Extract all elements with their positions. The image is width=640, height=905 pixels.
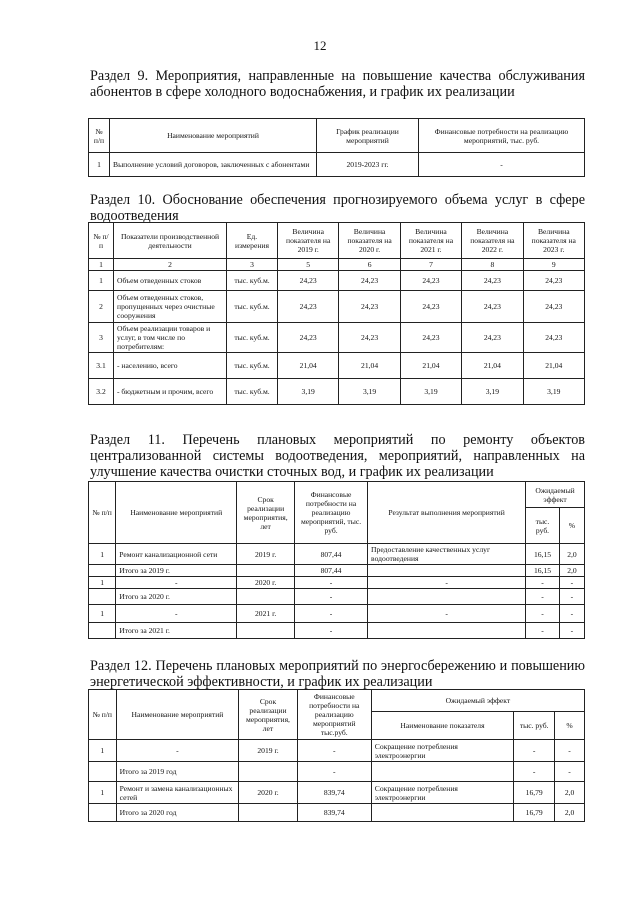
table-row	[89, 379, 585, 405]
table-cell: Итого за 2020 год	[116, 804, 239, 822]
table-cell: Выполнение условий договоров, заключенных с абонентами	[110, 153, 317, 177]
table-cell: 24,23	[278, 271, 339, 291]
table-cell	[239, 762, 298, 782]
table-row	[89, 782, 585, 804]
table-cell: -	[514, 762, 555, 782]
header-cell: Величина показателя на 2021 г.	[400, 223, 461, 259]
table-cell: 2,0	[555, 782, 585, 804]
header-cell: № п/п	[89, 690, 117, 740]
table-cell: 21,04	[278, 353, 339, 379]
table-cell: Предоставление качественных услуг водоотведения	[368, 544, 526, 565]
table-row	[89, 740, 585, 762]
table-cell: 24,23	[400, 291, 461, 323]
table-cell: 21,04	[523, 353, 584, 379]
table-row	[89, 577, 585, 589]
table-cell: 2019 г.	[237, 544, 295, 565]
table-cell: 2,0	[559, 544, 584, 565]
header-cell: № п/п	[89, 119, 110, 153]
header-cell: Показатели производственной деятельности	[114, 223, 227, 259]
section-12-heading: Раздел 12. Перечень плановых мероприятий по энергосбережению и повышению энергетической эффективности, и график их реализации	[90, 658, 585, 690]
table-cell: 1	[89, 577, 116, 589]
table-cell: 16,15	[526, 565, 560, 577]
table-cell: 2,0	[555, 804, 585, 822]
table-cell: 2019 г.	[239, 740, 298, 762]
table-cell: -	[555, 762, 585, 782]
header-cell: Наименование мероприятий	[116, 690, 239, 740]
table-cell: 24,23	[278, 291, 339, 323]
table-cell: -	[526, 589, 560, 605]
table-cell: -	[368, 605, 526, 623]
table-cell: -	[116, 577, 237, 589]
table-cell: 21,04	[339, 353, 400, 379]
table-cell	[368, 565, 526, 577]
header-cell: %	[555, 712, 585, 740]
table-cell	[368, 589, 526, 605]
table-cell: 16,79	[514, 782, 555, 804]
table-cell: Итого за 2020 г.	[116, 589, 237, 605]
header-cell: Наименование мероприятий	[116, 482, 237, 544]
header-cell: Величина показателя на 2019 г.	[278, 223, 339, 259]
table-cell: -	[295, 577, 368, 589]
header-cell: Величина показателя на 2022 г.	[462, 223, 523, 259]
section-11-table	[88, 481, 585, 639]
table-cell: 2020 г.	[237, 577, 295, 589]
table-cell: -	[419, 153, 585, 177]
header-cell: График реализации мероприятий	[317, 119, 419, 153]
table-cell: 24,23	[278, 323, 339, 353]
table-cell: Ремонт канализационной сети	[116, 544, 237, 565]
table-cell: 2021 г.	[237, 605, 295, 623]
table-cell: 24,23	[339, 291, 400, 323]
table-row	[89, 323, 585, 353]
table-cell	[371, 762, 514, 782]
table-cell: 16,79	[514, 804, 555, 822]
table-cell: 3,19	[339, 379, 400, 405]
header-cell: Финансовые потребности на реализацию мероприятий, тыс. руб.	[419, 119, 585, 153]
table-cell: - населению, всего	[114, 353, 227, 379]
table-cell: 21,04	[462, 353, 523, 379]
table-cell: Ремонт и замена канализационных сетей	[116, 782, 239, 804]
table-cell: -	[526, 623, 560, 639]
header-cell: тыс. руб.	[514, 712, 555, 740]
table-cell: -	[368, 577, 526, 589]
table-cell	[89, 565, 116, 577]
table-row	[89, 762, 585, 782]
header-cell: № п/п	[89, 482, 116, 544]
table-row	[89, 544, 585, 565]
column-number: 8	[462, 259, 523, 271]
column-number: 9	[523, 259, 584, 271]
column-number: 5	[278, 259, 339, 271]
table-cell	[239, 804, 298, 822]
table-cell: 24,23	[462, 291, 523, 323]
column-number-row	[89, 259, 585, 271]
table-cell: 24,23	[523, 291, 584, 323]
table-cell: 24,23	[339, 271, 400, 291]
table-cell: -	[297, 740, 371, 762]
table-cell: -	[526, 605, 560, 623]
table-cell: 807,44	[295, 565, 368, 577]
table-cell: -	[559, 589, 584, 605]
table-row	[89, 589, 585, 605]
section-11-heading: Раздел 11. Перечень плановых мероприятий по ремонту объектов централизованной системы водоотведения, мероприятий, направленных на улучшение качества очистки сточных вод, и график их реализации	[90, 432, 585, 480]
table-cell: 24,23	[400, 271, 461, 291]
table-cell: -	[526, 577, 560, 589]
table-cell: 1	[89, 271, 114, 291]
table-cell: - бюджетным и прочим, всего	[114, 379, 227, 405]
table-cell: 1	[89, 605, 116, 623]
header-cell: Срок реализации мероприятия, лет	[237, 482, 295, 544]
table-cell: тыс. куб.м.	[227, 353, 278, 379]
header-cell: Ожидаемый эффект	[371, 690, 584, 712]
table-cell: -	[295, 589, 368, 605]
page-number: 12	[313, 38, 327, 53]
column-number: 1	[89, 259, 114, 271]
header-cell: № п/п	[89, 223, 114, 259]
table-cell: -	[297, 762, 371, 782]
header-cell: Величина показателя на 2020 г.	[339, 223, 400, 259]
table-cell: -	[116, 740, 239, 762]
column-number: 3	[227, 259, 278, 271]
table-cell: 3,19	[523, 379, 584, 405]
header-cell: Финансовые потребности на реализацию мероприятий, тыс. руб.	[295, 482, 368, 544]
table-cell: 3	[89, 323, 114, 353]
table-cell: 24,23	[400, 323, 461, 353]
table-cell: 839,74	[297, 782, 371, 804]
section-9-table	[88, 118, 585, 177]
table-cell: 1	[89, 782, 117, 804]
table-row	[89, 353, 585, 379]
table-row	[89, 153, 585, 177]
header-cell: Ожидаемый эффект	[526, 482, 585, 508]
table-cell: -	[555, 740, 585, 762]
table-cell: 1	[89, 740, 117, 762]
header-cell: Финансовые потребности на реализацию мероприятий тыс.руб.	[297, 690, 371, 740]
table-cell: 807,44	[295, 544, 368, 565]
table-cell: 3.2	[89, 379, 114, 405]
section-9-heading: Раздел 9. Мероприятия, направленные на повышение качества обслуживания абонентов в сфере холодного водоснабжения, и график их реализации	[90, 68, 585, 100]
header-cell: Ед. измерения	[227, 223, 278, 259]
section-10-heading: Раздел 10. Обоснование обеспечения прогнозируемого объема услуг в сфере водоотведения	[90, 192, 585, 224]
table-cell: 2	[89, 291, 114, 323]
table-cell: Объем реализации товаров и услуг, в том числе по потребителям:	[114, 323, 227, 353]
table-cell: 3,19	[278, 379, 339, 405]
table-cell: 21,04	[400, 353, 461, 379]
table-row	[89, 565, 585, 577]
column-number: 7	[400, 259, 461, 271]
header-cell: Срок реализации мероприятия, лет	[239, 690, 298, 740]
table-cell: -	[559, 577, 584, 589]
table-cell: 16,15	[526, 544, 560, 565]
column-number: 6	[339, 259, 400, 271]
table-cell: 3,19	[400, 379, 461, 405]
header-cell: Величина показателя на 2023 г.	[523, 223, 584, 259]
table-row	[89, 804, 585, 822]
table-cell: 839,74	[297, 804, 371, 822]
table-cell	[237, 565, 295, 577]
column-number: 2	[114, 259, 227, 271]
table-cell: Итого за 2019 год	[116, 762, 239, 782]
table-cell	[371, 804, 514, 822]
table-cell	[89, 762, 117, 782]
table-cell: тыс. куб.м.	[227, 291, 278, 323]
table-cell: 24,23	[339, 323, 400, 353]
table-cell	[89, 623, 116, 639]
table-cell	[237, 589, 295, 605]
table-cell: 1	[89, 544, 116, 565]
header-cell: тыс. руб.	[526, 508, 560, 544]
table-cell: -	[559, 623, 584, 639]
table-cell	[89, 589, 116, 605]
table-cell: Объем отведенных стоков	[114, 271, 227, 291]
table-cell: -	[514, 740, 555, 762]
table-cell	[89, 804, 117, 822]
table-cell: 24,23	[462, 323, 523, 353]
table-cell: Итого за 2019 г.	[116, 565, 237, 577]
header-cell: Наименование мероприятий	[110, 119, 317, 153]
table-cell: Сокращение потребления электроэнергии	[371, 782, 514, 804]
table-cell: тыс. куб.м.	[227, 379, 278, 405]
header-cell: Результат выполнения мероприятий	[368, 482, 526, 544]
table-cell: 2,0	[559, 565, 584, 577]
table-cell: 2019-2023 гг.	[317, 153, 419, 177]
header-cell: %	[559, 508, 584, 544]
table-cell: 2020 г.	[239, 782, 298, 804]
table-cell: Итого за 2021 г.	[116, 623, 237, 639]
table-cell: Объем отведенных стоков, пропущенных через очистные сооружения	[114, 291, 227, 323]
section-10-table	[88, 222, 585, 405]
table-cell	[368, 623, 526, 639]
table-cell	[237, 623, 295, 639]
table-cell: 3.1	[89, 353, 114, 379]
table-cell: -	[559, 605, 584, 623]
table-row	[89, 291, 585, 323]
table-cell: 24,23	[462, 271, 523, 291]
table-cell: тыс. куб.м.	[227, 271, 278, 291]
table-cell: 3,19	[462, 379, 523, 405]
table-cell: -	[295, 605, 368, 623]
table-cell: Сокращение потребления электроэнергии	[371, 740, 514, 762]
table-cell: тыс. куб.м.	[227, 323, 278, 353]
header-cell: Наименование показателя	[371, 712, 514, 740]
table-row	[89, 605, 585, 623]
table-cell: 1	[89, 153, 110, 177]
table-row	[89, 623, 585, 639]
table-cell: 24,23	[523, 271, 584, 291]
section-12-table	[88, 689, 585, 822]
table-cell: 24,23	[523, 323, 584, 353]
table-row	[89, 271, 585, 291]
table-cell: -	[295, 623, 368, 639]
table-cell: -	[116, 605, 237, 623]
